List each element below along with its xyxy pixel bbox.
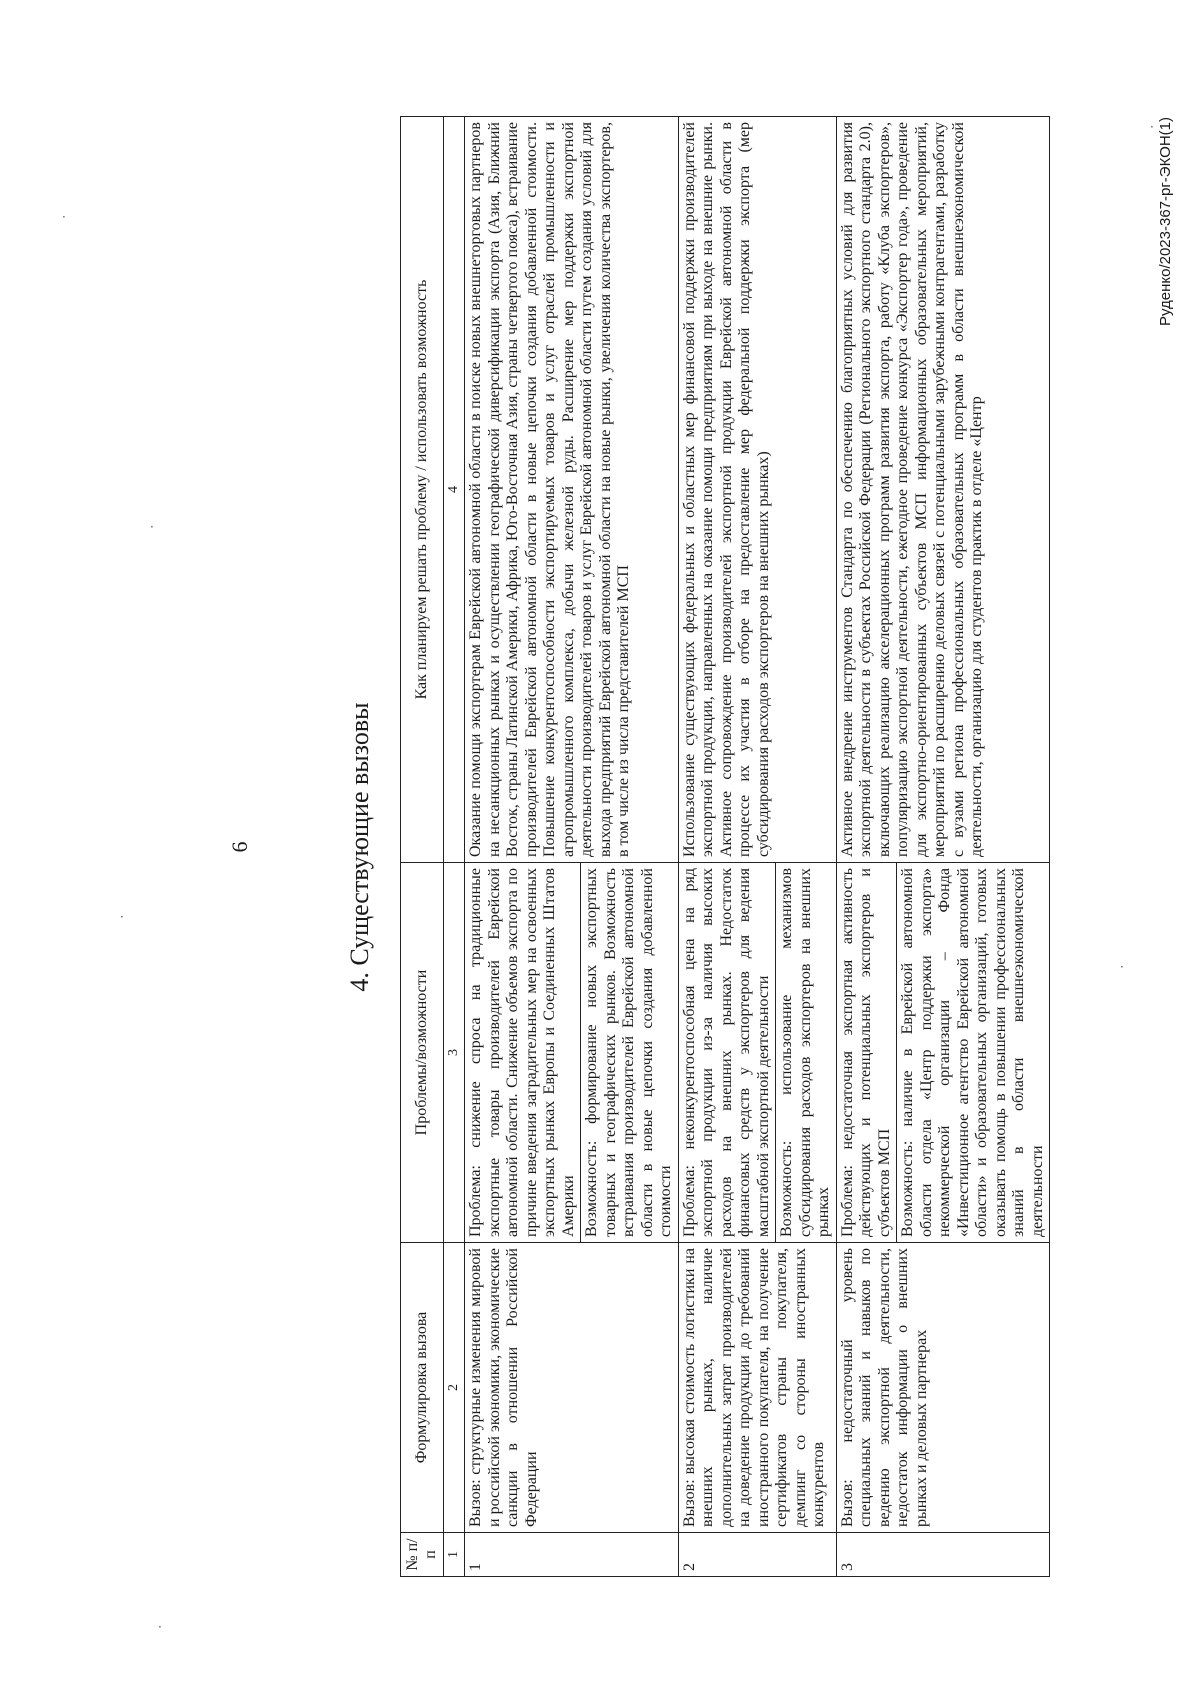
header-number: № п/п: [401, 1533, 444, 1577]
challenge-cell: Вызов: структурные изменения мировой и российской экономики, экономические санкции в отношении Российской Федерации: [465, 1243, 679, 1533]
scan-speck: ·: [158, 1620, 162, 1634]
header-problems: Проблемы/возможности: [401, 863, 444, 1243]
solution-cell: Оказание помощи экспортерам Еврейской автономной области в поиске новых внешнеторговых партнеров на несанкционных рынках и осуществлении географической диверсификации экспорта (Азия, Ближний Восток, страны Латинской Америки, Африка, Юго-Восточная Азия, страны четвертого пояса), встраивание производителей Еврейской автономной области в новые цепочки создания добавленной стоимости. Повышение конкурентоспособности экспортируемых товаров и услуг отраслей промышленности и агропромышленного комплекса, добычи железной руды. Расширение мер поддержки экспортной деятельности производителей товаров и услуг Еврейской автономной области путем создания условий для выхода предприятий Еврейской автономной области на новые рынки, увеличения количества экспортеров, в том числе из числа представителей МСП: [465, 117, 679, 863]
problem-cell: Проблема: неконкурентоспособная цена на ряд экспортной продукции из-за наличия высоких расходов на внешних рынках. Недостаток финансовых средств у экспортеров для ведения масштабной экспортной деятельности: [678, 863, 776, 1243]
scan-speck: ·: [1120, 960, 1124, 974]
solution-cell: Активное внедрение инструментов Стандарта по обеспечению благоприятных условий для развития экспортной деятельности в субъектах Российской Федерации (Регионального экспортного стандарта 2.0), включающих реализацию акселерационных программ развития экспорта, работу «Клуба экспортеров», популяризацию экспортной деятельности, ежегодное проведение конкурса «Экспортер года», проведение для экспортно-ориентированных субъектов МСП информационных образовательных мероприятий, мероприятий по расширению деловых связей с потенциальными зарубежными контрагентами, разработку с вузами региона профессиональных образовательных программ в области внешнеэкономической деятельности, организацию для студентов практик в отделе «Центр: [836, 117, 1050, 863]
table-row: [465, 117, 581, 1577]
opportunity-cell: Возможность: использование механизмов субсидирования расходов экспортеров на внешних рынках: [776, 863, 837, 1243]
rotated-content: [220, 117, 1180, 1577]
opportunity-cell: Возможность: формирование новых экспортных товарных и географических рынков. Возможность встраивания производителей Еврейской автономной области в новые цепочки создания добавленной стоимости: [581, 863, 679, 1243]
scan-speck: ·: [1150, 120, 1154, 134]
column-number-row: [444, 117, 465, 1577]
scan-speck: ·: [62, 210, 66, 224]
section-title: 4. Существующие вызовы: [345, 702, 374, 992]
row-number: 1: [465, 1533, 679, 1577]
table-header-row: [401, 117, 444, 1577]
solution-cell: Использование существующих федеральных и областных мер финансовой поддержки производителей экспортной продукции, направленных на оказание помощи предприятиям при выходе на внешние рынки. Активное сопровождение производителей экспортной продукции Еврейской автономной области в процессе их участия в отборе на предоставление мер федеральной поддержки экспорта (мер субсидирования расходов экспортеров на внешних рынках): [678, 117, 836, 863]
page-number: 6: [227, 841, 252, 853]
table-row: [836, 117, 897, 1577]
table-row: [678, 117, 776, 1577]
column-number: 4: [444, 117, 465, 863]
problem-cell: Проблема: недостаточная экспортная активность действующих и потенциальных экспортеров и субъектов МСП: [836, 863, 897, 1243]
challenge-cell: Вызов: недостаточный уровень специальных знаний и навыков по ведению экспортной деятельности, недостаток информации о внешних рынках и деловых партнерах: [836, 1243, 1050, 1533]
row-number: 3: [836, 1533, 1050, 1577]
header-challenge: Формулировка вызова: [401, 1243, 444, 1533]
column-number: 2: [444, 1243, 465, 1533]
scan-speck: ·: [120, 910, 124, 924]
column-number: 1: [444, 1533, 465, 1577]
column-number: 3: [444, 863, 465, 1243]
document-footer-code: Руденко/2023-367-рг-ЭКОН(1): [1157, 117, 1174, 327]
opportunity-cell: Возможность: наличие в Еврейской автономной области отдела «Центр поддержки экспорта» некоммерческой организации – Фонда «Инвестиционное агентство Еврейской автономной области» и образовательных организаций, готовых оказывать помощь в повышении профессиональных знаний в области внешнеэкономической деятельности: [897, 863, 1050, 1243]
challenges-table: [400, 116, 1050, 1577]
row-number: 2: [678, 1533, 836, 1577]
scan-speck: ·: [150, 520, 154, 534]
header-solution: Как планируем решать проблему / использовать возможность: [401, 117, 444, 863]
problem-cell: Проблема: снижение спроса на традиционные экспортные товары производителей Еврейской автономной области. Снижение объемов экспорта по причине введения заградительных мер на освоенных экспортных рынках Европы и Соединенных Штатов Америки: [465, 863, 581, 1243]
challenge-cell: Вызов: высокая стоимость логистики на внешних рынках, наличие дополнительных затрат производителей на доведение продукции до требований иностранного покупателя, на получение сертификатов страны покупателя, демпинг со стороны иностранных конкурентов: [678, 1243, 836, 1533]
